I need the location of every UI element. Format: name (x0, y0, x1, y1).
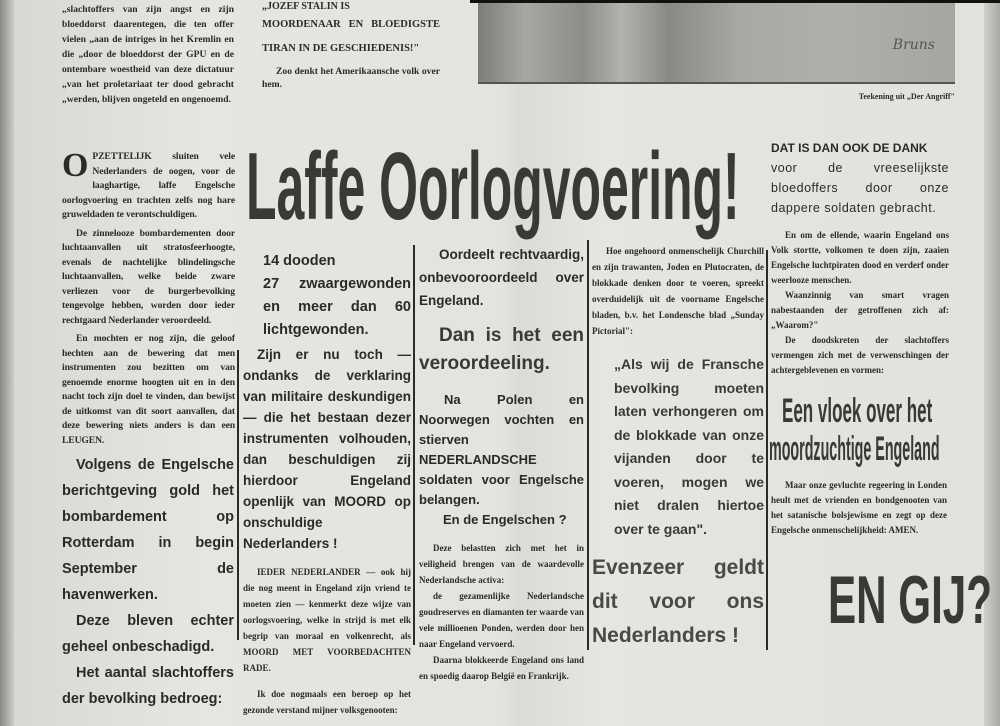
paragraph: Het aantal slachtoffers der bevolking bedroeg: (62, 665, 234, 707)
page-edge-left (0, 0, 14, 726)
paragraph: De zinnelooze bombardementen door luchtaanvallen uit stratosfeerhoogte, evenals de nachtelijke blindelingsche luchtaanvallen, welke beide zware verliezen voor de burgerbevolking tengevolge hebben, worden door ieder rechtgaard Nederlander veroordeeld. (62, 227, 235, 326)
illustration-caption: Teekening uit „Der Angriff" (858, 92, 955, 101)
paragraph: Volgens de Engelsche berichtgeving gold het bombardement op Rotterdam in begin September de havenwerken. (62, 457, 234, 603)
wounded-count: 27 zwaargewonden en meer dan 60 lichtgewonden. (263, 276, 411, 338)
closing-question: EN GIJ? (828, 562, 992, 638)
column-divider (766, 250, 768, 650)
emphasis-statement: Evenzeer geldt dit voor ons Nederlanders ! (592, 556, 764, 647)
paragraph: Daarna blokkeerde Engeland ons land en spoedig daarop België en Frankrijk. (419, 655, 584, 681)
curse-heading-line-2: moordzuchtige Engeland (769, 430, 940, 468)
paragraph: voor de vreeselijkste bloedoffers door onze dappere soldaten gebracht. (771, 161, 949, 215)
paragraph: De doodskreten der slachtoffers vermengen zich met de verwenschingen der achtergeblevenen en vormen: (771, 335, 949, 375)
casualty-figures (243, 250, 411, 342)
paragraph: En mochten er nog zijn, die geloof hechten aan de bewering dat men instrumenten zou bezitten om van genoemde enorme hoogten uit en in den nacht toch zijn doel te vinden, dan bewijst de uitkomst van dit soort aanvallen, dat deze bewering niets anders is dan een LEUGEN. (62, 333, 235, 446)
stalin-quote: MOORDENAAR EN BLOEDIGSTE TIRAN IN DE GESCHIEDENIS!" (262, 19, 440, 54)
sunday-pictorial-quote: „Als wij de Fransche bevolking moeten laten verhongeren om de blokkade van onze vijanden door te voeren, mogen we niet dralen hiertoe over te gaan". (614, 356, 764, 537)
intro-paragraph (62, 147, 235, 223)
column-3 (419, 243, 584, 684)
paragraph: de gezamenlijke Nederlandsche goudreserves en diamanten ter waarde van vele millioenen Ponden, werden door hen naar Engeland vervoerd. (419, 591, 584, 649)
stalin-comment: Zoo denkt het Amerikaansche volk over hem. (262, 66, 440, 90)
paragraph: Waanzinnig van smart vragen nabestaanden der getroffenen zich af: „Waarom?" (771, 290, 949, 330)
top-left-text (62, 2, 234, 107)
question: En de Engelschen ? (443, 512, 567, 527)
column-divider (237, 350, 239, 640)
intro-text: PZETTELIJK sluiten vele Nederlanders de oogen, voor de laaghartige, laffe Engelsche oorlogvoering en trachten zelfs nog hare gruweldaden te verontschuldigen. (62, 151, 235, 220)
section-heading: DAT IS DAN OOK DE DANK (771, 141, 928, 155)
column-1 (62, 147, 235, 448)
column-divider (413, 245, 415, 645)
paragraph: Deze belastten zich met het in veiligheid brengen van de waardevolle Nederlandsche activa: (419, 543, 584, 585)
paragraph: IEDER NEDERLANDER — ook hij die nog meent in Engeland zijn vriend te moeten zien — kenmerkt deze wijze van oorlogsvoering, welke in strijd is met elk begrip van moraal en volkenrecht, als MOORD MET VOORBEDACHTEN RADE. (243, 567, 411, 673)
column-4 (592, 243, 764, 653)
top-middle-block (262, 1, 440, 91)
column-2 (243, 250, 411, 718)
paragraph: Maar onze gevluchte regeering in Londen heult met de vrienden en bondgenooten van het satanische bolsjewisme en zegt op deze Engelsche onmenschelijkheid: AMEN. (771, 480, 947, 535)
stalin-quote-top: „JOZEF STALIN IS (262, 1, 350, 12)
verdict-heading: Dan is het een veroordeeling. (419, 325, 584, 374)
column-divider (587, 240, 589, 650)
top-left-paragraph: „slachtoffers van zijn angst en zijn bloeddorst daarentegen, die ten offer vielen „aan de intriges in het Kremlin en die „door de bloeddorst der GPU en de ontembare woestheid van deze dictatuur „van het proletariaat ter dood gebracht „werden, blijven ongeteld en ongenoemd. (62, 4, 234, 105)
column-1-lower (62, 452, 234, 712)
column-5 (771, 138, 949, 378)
drop-cap: O (62, 147, 89, 184)
curse-heading-line-1: Een vloek over het (782, 392, 933, 430)
illustration-signature: Bruns (892, 37, 935, 53)
paragraph: Deze bleven echter geheel onbeschadigd. (62, 613, 234, 655)
headline: Laffe Oorlogvoering! (246, 133, 740, 240)
dead-count: 14 dooden (263, 253, 336, 269)
paragraph: En om de ellende, waarin Engeland ons Volk stortte, volkomen te doen zijn, zaaien Engelsche luchtpiraten dood en verderf onder weerlooze menschen. (771, 230, 949, 285)
paragraph: Na Polen en Noorwegen vochten en stierven NEDERLANDSCHE soldaten voor Engelsche belangen. (419, 392, 584, 507)
paragraph: Hoe ongehoord onmenschelijk Churchill en zijn trawanten, Joden en Plutocraten, de blokkade denken door te voeren, spreekt overduidelijk uit de voorname Engelsche bladen, b.v. het Londensche blad „Sunday Pictorial": (592, 246, 764, 336)
paragraph: Oordeelt rechtvaardig, onbevooroordeeld over Engeland. (419, 247, 584, 308)
paragraph: Ik doe nogmaals een beroep op het gezonde verstand mijner volksgenooten: (243, 689, 411, 715)
paragraph: Zijn er nu toch — ondanks de verklaring van militaire deskundigen — die het bestaan dezer instrumenten volhouden, dan beschuldigen zij hierdoor Engeland openlijk van MOORD op onschuldige Nederlanders ! (243, 347, 411, 551)
illustration (478, 3, 955, 84)
